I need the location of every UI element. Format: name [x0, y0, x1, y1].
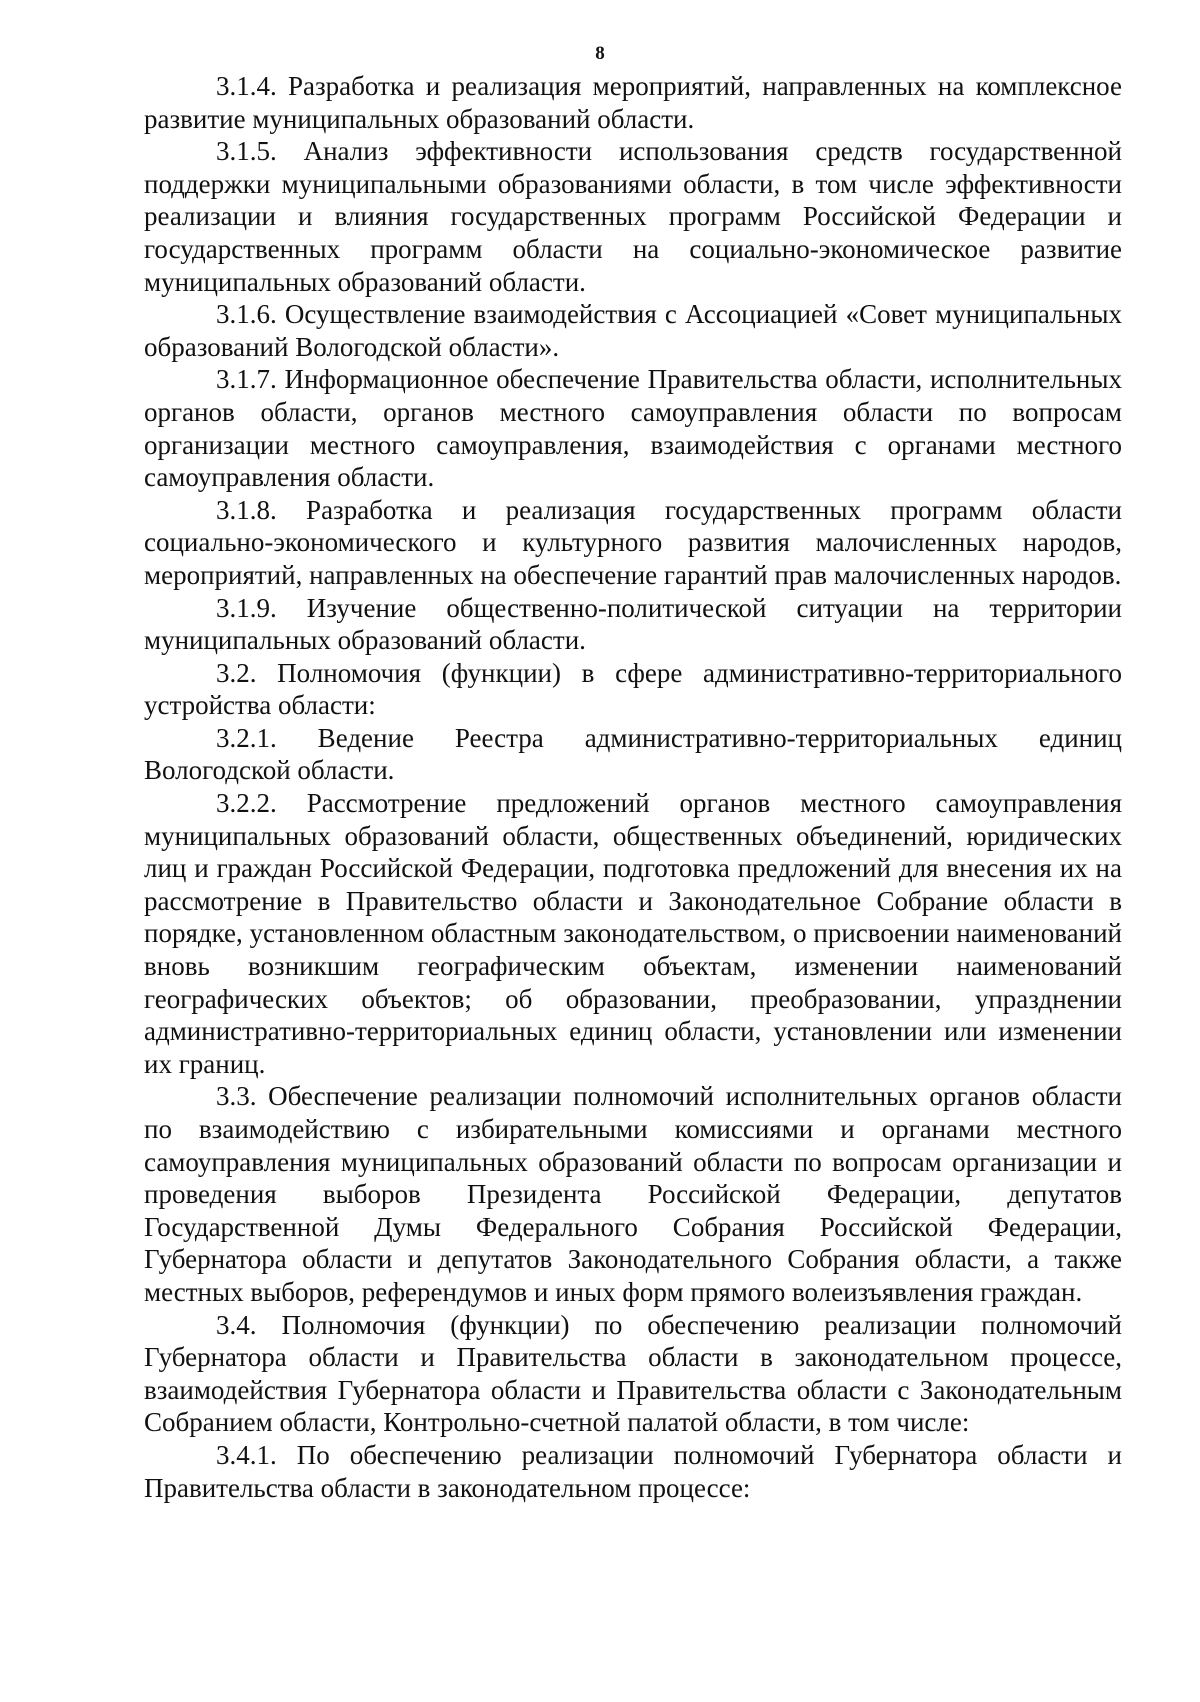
paragraph-3-2-2: 3.2.2. Рассмотрение предложений органов местного самоуправления муниципальных образований области, общественных объединений, юридических лиц и граждан Российской Федерации, подготовка предложений для внесения их на рассмотрение в Правительство области и Законодательное Собрание области в порядке, установленном областным законодательством, о присвоении наименований вновь возникшим географическим объектам, изменении наименований географических объектов; об образовании, преобразовании, упразднении административно-территориальных единиц области, установлении или изменении их границ. [144, 788, 1122, 1079]
document-body [144, 70, 1122, 1504]
paragraph-3-1-7: 3.1.7. Информационное обеспечение Правительства области, исполнительных органов области, органов местного самоуправления области по вопросам организации местного самоуправления, взаимодействия с органами местного самоуправления области. [144, 364, 1122, 493]
paragraph-3-1-5: 3.1.5. Анализ эффективности использования средств государственной поддержки муниципальными образованиями области, в том числе эффективности реализации и влияния государственных программ Российской Федерации и государственных программ области на социально-экономическое развитие муниципальных образований области. [144, 136, 1122, 297]
paragraph-3-2-1: 3.2.1. Ведение Реестра административно-территориальных единиц Вологодской области. [144, 722, 1122, 786]
paragraph-3-4-1: 3.4.1. По обеспечению реализации полномочий Губернатора области и Правительства области в законодательном процессе: [144, 1439, 1122, 1503]
paragraph-3-3: 3.3. Обеспечение реализации полномочий исполнительных органов области по взаимодействию с избирательными комиссиями и органами местного самоуправления муниципальных образований области по вопросам организации и проведения выборов Президента Российской Федерации, депутатов Государственной Думы Федерального Собрания Российской Федерации, Губернатора области и депутатов Законодательного Собрания области, а также местных выборов, референдумов и иных форм прямого волеизъявления граждан. [144, 1081, 1122, 1307]
paragraph-3-4: 3.4. Полномочия (функции) по обеспечению реализации полномочий Губернатора области и Правительства области в законодательном процессе, взаимодействия Губернатора области и Правительства области с Законодательным Собранием области, Контрольно-счетной палатой области, в том числе: [144, 1309, 1122, 1438]
paragraph-3-1-8: 3.1.8. Разработка и реализация государственных программ области социально-экономического и культурного развития малочисленных народов, мероприятий, направленных на обеспечение гарантий прав малочисленных народов. [144, 494, 1122, 590]
paragraph-3-1-4: 3.1.4. Разработка и реализация мероприятий, направленных на комплексное развитие муниципальных образований области. [144, 71, 1122, 134]
page-number: 8 [595, 43, 605, 64]
paragraph-3-1-6: 3.1.6. Осуществление взаимодействия с Ассоциацией «Совет муниципальных образований Вологодской области». [144, 299, 1122, 362]
paragraph-3-2: 3.2. Полномочия (функции) в сфере административно-территориального устройства области: [144, 657, 1122, 721]
paragraph-3-1-9: 3.1.9. Изучение общественно-политической ситуации на территории муниципальных образований области. [144, 592, 1122, 656]
